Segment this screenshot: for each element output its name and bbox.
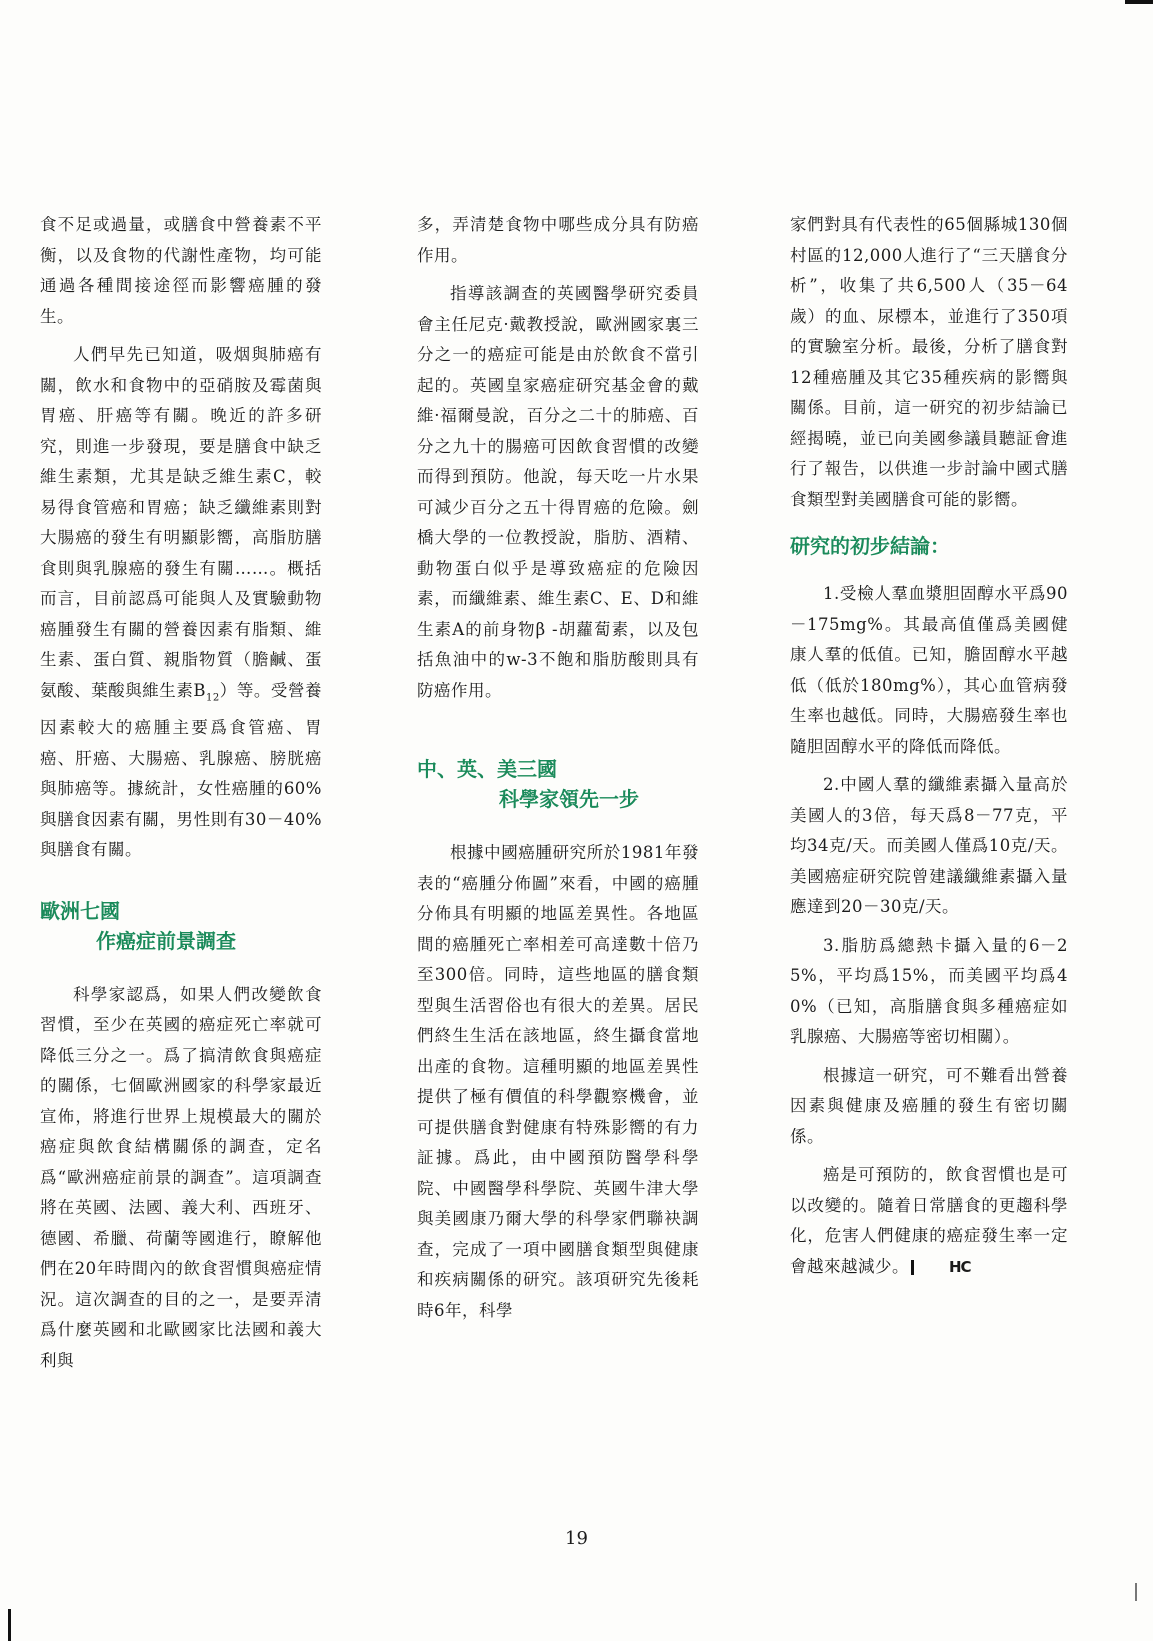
col3-paragraph-conclusion: 根據這一研究，可不難看出營養因素與健康及癌腫的發生有密切關係。 — [790, 1065, 1068, 1146]
col1-paragraph-2-end: ）等。受營養因素較大的癌腫主要爲食管癌、胃癌、肝癌、大腸癌、乳腺癌、膀胱癌與肺癌等。據統計，女性癌腫的60%與膳食因素有關，男性則有30－40%與膳食有關。 — [40, 680, 323, 860]
col1-paragraph-2-text: 人們早先已知道，吸烟與肺癌有關，飲水和食物中的亞硝胺及霉菌與胃癌、肝癌等有關。晚近的許多研究，則進一步發現，要是膳食中缺乏維生素類，尤其是缺乏維生素C，較易得食管癌和胃癌；缺乏纖維素則對大腸癌的發生有明顯影嚮，高脂肪膳食則與乳腺癌的發生有關……。概括而言，目前認爲可能與人及實驗動物癌腫發生有關的營養因素有脂類、維生素、蛋白質、親脂物質（膽鹹、蛋氨酸、葉酸與維生素B — [40, 345, 322, 700]
hc-logo-icon: HC — [911, 1260, 971, 1275]
section-heading-europe — [40, 896, 322, 956]
scan-edge-mark — [1125, 0, 1153, 4]
heading-line-1: 研究的初步結論： — [790, 534, 950, 558]
section-heading-three-countries — [417, 754, 699, 814]
col1-paragraph-1: 食不足或過量，或膳食中營養素不平衡，以及食物的代謝性產物，均可能通過各種間接途徑而影響癌腫的發生。 — [40, 215, 322, 326]
section-heading-results — [790, 531, 1068, 561]
heading-line-2: 作癌症前景調查 — [96, 928, 236, 953]
vitamin-subscript: 12 — [206, 691, 220, 703]
col3-final-text: 癌是可預防的，飲食習慣也是可以改變的。隨着日常膳食的更趨科學化，危害人們健康的癌症發生率一定會越來越減少。 — [790, 1165, 1068, 1276]
column-3 — [790, 210, 1068, 1290]
col3-paragraph-final — [790, 1160, 1068, 1282]
scan-edge-mark — [1135, 1583, 1137, 1601]
column-2 — [417, 210, 699, 1334]
col3-finding-1: 1.受檢人羣血漿胆固醇水平爲90－175mg%。其最高值僅爲美國健康人羣的低值。已知，膽固醇水平越低（低於180mg%），其心血管病發生率也越低。同時，大腸癌發生率也隨胆固醇水平的降低而降低。 — [790, 584, 1068, 756]
col3-finding-3: 3.脂肪爲總熱卡攝入量的6－25%，平均爲15%，而美國平均爲40%（已知，高脂膳食與多種癌症如乳腺癌、大腸癌等密切相關）。 — [790, 935, 1068, 1046]
col1-paragraph-3: 科學家認爲，如果人們改變飲食習慣，至少在英國的癌症死亡率就可降低三分之一。爲了搞清飲食與癌症的關係，七個歐洲國家的科學家最近宣佈，將進行世界上規模最大的關於癌症與飲食結構關係的調查，定名爲“歐洲癌症前景的調查”。這項調查將在英國、法國、義大利、西班牙、德國、希臘、荷蘭等國進行，瞭解他們在20年時間內的飲食習慣與癌症情況。這次調查的目的之一，是要弄清爲什麼英國和北歐國家比法國和義大利與 — [40, 984, 322, 1370]
col2-paragraph-3: 根據中國癌腫研究所於1981年發表的“癌腫分佈圖”來看，中國的癌腫分佈具有明顯的地區差異性。各地區間的癌腫死亡率相差可高達數十倍乃至300倍。同時，這些地區的膳食類型與生活習俗也有很大的差異。居民們終生生活在該地區，終生攝食當地出產的食物。這種明顯的地區差異性提供了極有價值的科學觀察機會，並可提供膳食對健康有特殊影嚮的有力証據。爲此，由中國預防醫學科學院、中國醫學科學院、英國牛津大學與美國康乃爾大學的科學家們聯袂調查，完成了一項中國膳食類型與健康和疾病關係的研究。該項研究先後耗時6年，科學 — [417, 843, 699, 1320]
col3-finding-2: 2.中國人羣的纖維素攝入量高於美國人的3倍，每天爲8－77克，平均34克/天。而美國人僅爲10克/天。美國癌症研究院曾建議纖維素攝入量應達到20－30克/天。 — [790, 775, 1068, 916]
column-1 — [40, 210, 322, 1384]
heading-line-2: 科學家領先一步 — [499, 787, 639, 811]
col1-paragraph-2 — [40, 340, 322, 866]
heading-line-1: 中、英、美三國 — [417, 757, 557, 781]
heading-line-1: 歐洲七國 — [40, 898, 120, 923]
page-number: 19 — [565, 1528, 588, 1549]
scan-edge-mark — [8, 1609, 11, 1641]
col2-paragraph-2: 指導該調查的英國醫學研究委員會主任尼克·戴教授說，歐洲國家裏三分之一的癌症可能是由於飲食不當引起的。英國皇家癌症研究基金會的戴維·福爾曼說，百分之二十的肺癌、百分之九十的腸癌可因飲食習慣的改變而得到預防。他說，每天吃一片水果可減少百分之五十得胃癌的危險。劍橋大學的一位教授說，脂肪、酒精、動物蛋白似乎是導致癌症的危險因素，而纖維素、維生素C、E、D和維生素A的前身物β -胡蘿蔔素，以及包括魚油中的w-3不飽和脂肪酸則具有防癌作用。 — [417, 284, 699, 700]
col3-paragraph-1: 家們對具有代表性的65個縣城130個村區的12,000人進行了“三天膳食分析”，收集了共6,500人（35－64歲）的血、尿標本，並進行了350項的實驗室分析。最後，分析了膳食對12種癌腫及其它35種疾病的影嚮與關係。目前，這一研究的初步結論已經揭曉，並已向美國參議員聽証會進行了報告，以供進一步討論中國式膳食類型對美國膳食可能的影嚮。 — [790, 215, 1068, 509]
col2-paragraph-1: 多，弄清楚食物中哪些成分具有防癌作用。 — [417, 215, 699, 265]
